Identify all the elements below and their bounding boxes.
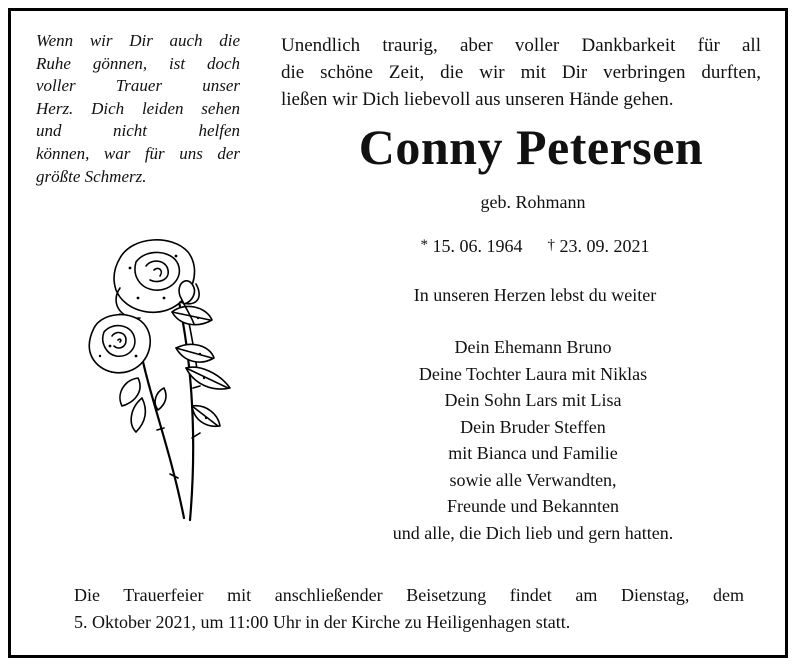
death-date: 23. 09. 2021 [559,236,650,256]
mourner-line: Dein Sohn Lars mit Lisa [444,390,622,410]
mourner-line: Dein Ehemann Bruno [454,337,612,357]
birth-name: geb. Rohmann [480,192,586,212]
poem-line: größte Schmerz. [36,166,147,186]
ceremony-notice [74,582,744,636]
poem-line: können, war für uns der [36,143,240,163]
mourner-line: mit Bianca und Familie [448,443,618,463]
mourner-line: Freunde und Bekannten [447,496,619,516]
poem-line: Herz. Dich leiden sehen [36,98,240,118]
intro-text [281,32,761,113]
mourner-line: Deine Tochter Laura mit Niklas [418,363,648,384]
mourner-line: sowie alle Verwandten, [449,469,617,490]
ceremony-line: 5. Oktober 2021, um 11:00 Uhr in der Kirche zu Heiligenhagen statt. [74,612,571,632]
poem-line: und nicht helfen [36,121,240,141]
birth-symbol: * [420,237,428,253]
deceased-name: Conny Petersen [358,119,704,175]
poem-line: Wenn wir Dir auch die [36,31,240,50]
poem-line: voller Trauer unser [36,76,240,96]
intro-line: Unendlich traurig, aber voller Dankbarkeit für all [281,35,761,56]
poem-line: Ruhe gönnen, ist doch [36,53,240,73]
death-symbol: † [547,237,555,253]
birth-date: 15. 06. 1964 [432,236,523,256]
life-dates [380,236,690,257]
poem [36,30,240,188]
rose-icon [80,228,250,528]
mourners-list [313,334,753,546]
intro-line: ließen wir Dich liebevoll aus unseren Hände gehen. [281,89,674,110]
mourner-line: und alle, die Dich lieb und gern hatten. [392,522,674,543]
mourner-line: Dein Bruder Steffen [460,416,606,437]
memorial-line: In unseren Herzen lebst du weiter [413,285,657,305]
intro-line: die schöne Zeit, die wir mit Dir verbringen durften, [281,62,761,83]
ceremony-line: Die Trauerfeier mit anschließender Beisetzung findet am Dienstag, dem [74,585,744,605]
